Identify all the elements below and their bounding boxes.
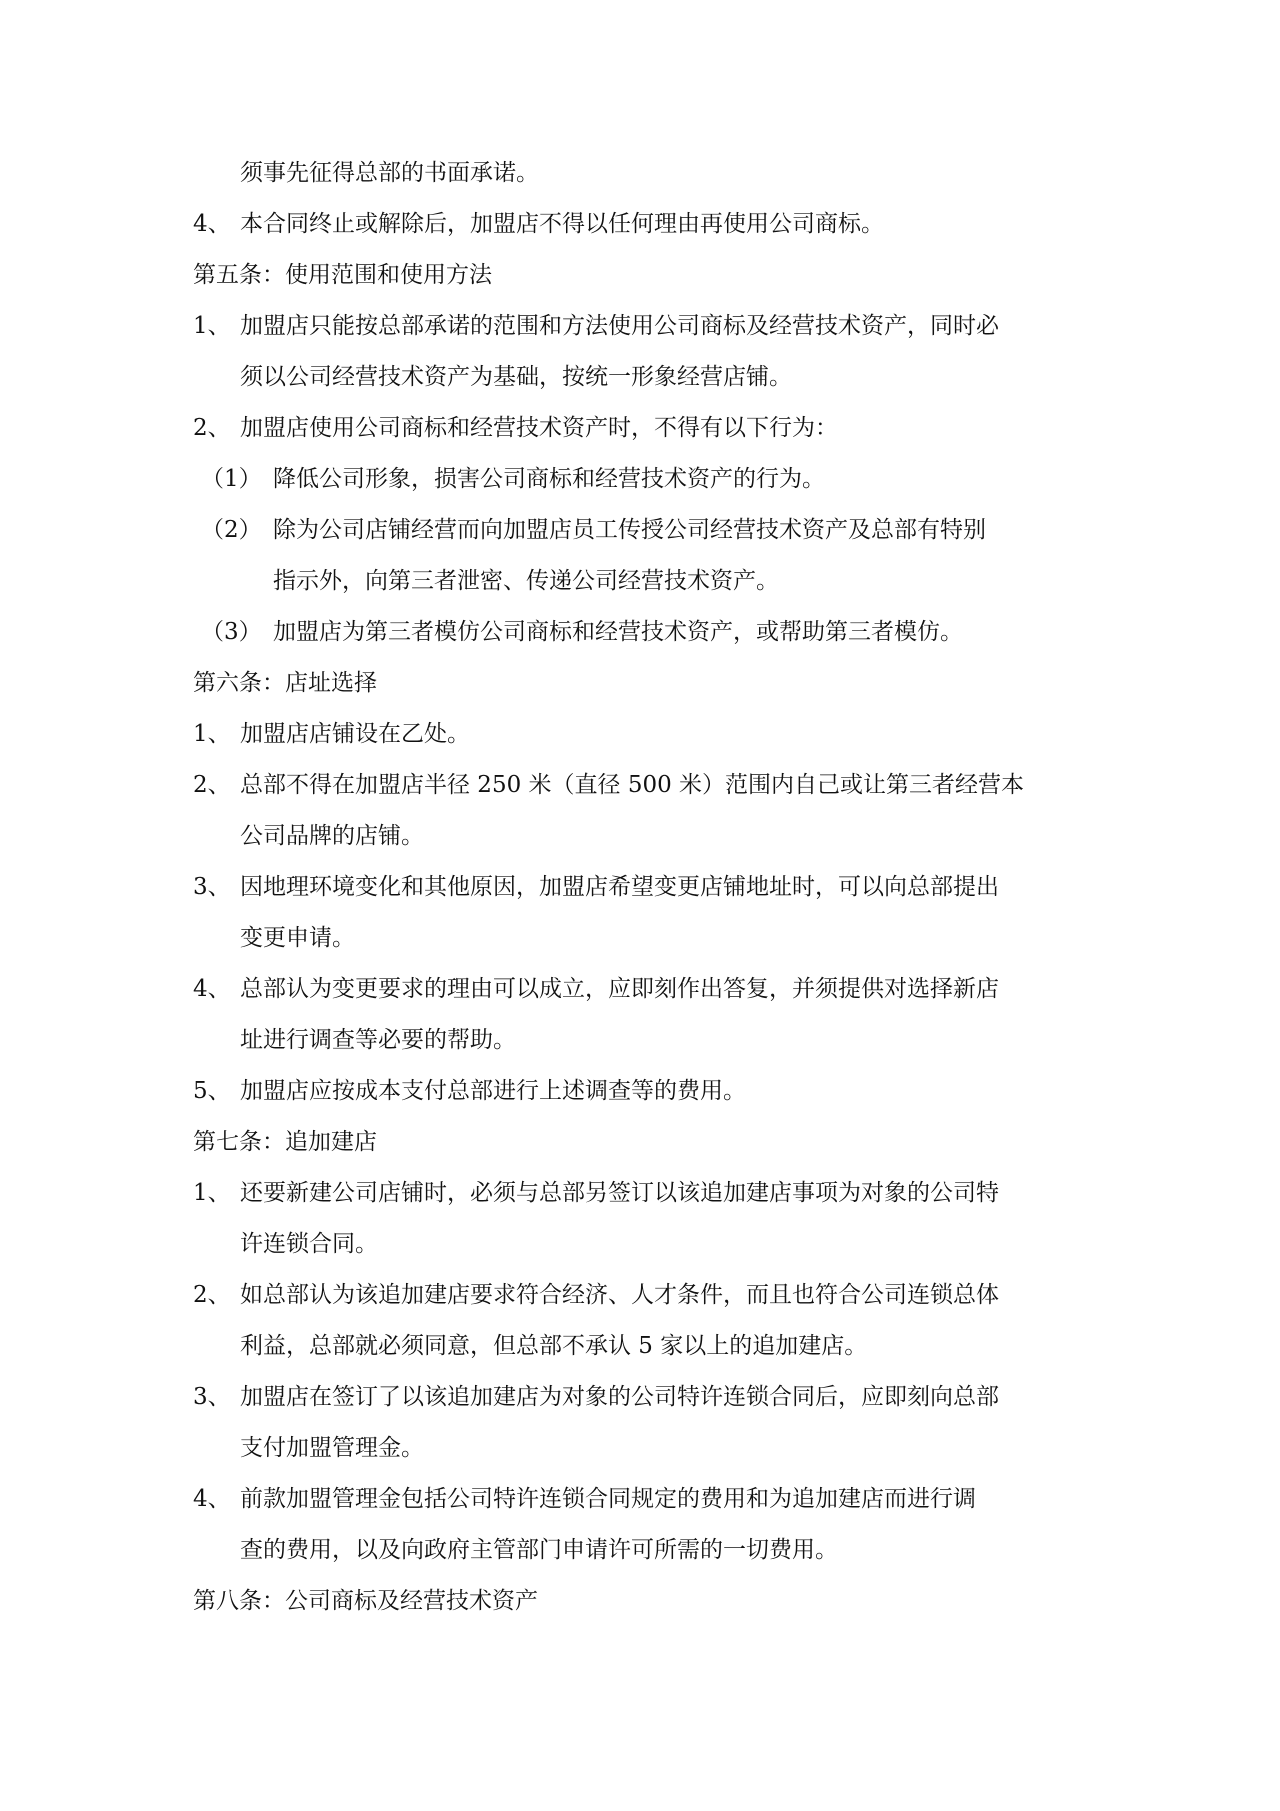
sub-list-item: [193, 512, 1093, 563]
continuation-line: [193, 1022, 1093, 1073]
item-text: 总部不得在加盟店半径 250 米（直径 500 米）范围内自己或让第三者经营本: [240, 772, 1025, 798]
sub-item-text: 除为公司店铺经营而向加盟店员工传授公司经营技术资产及总部有特别: [273, 517, 986, 543]
sub-list-item: [193, 461, 1093, 512]
line-text: 支付加盟管理金。: [240, 1435, 424, 1461]
list-item: [193, 1379, 1093, 1430]
list-item: [193, 767, 1093, 818]
item-number: 1、: [193, 721, 231, 747]
list-item: [193, 1175, 1093, 1226]
item-text: 加盟店只能按总部承诺的范围和方法使用公司商标及经营技术资产，同时必: [240, 313, 999, 339]
item-number: 3、: [193, 874, 231, 900]
section-heading: [193, 257, 1093, 308]
item-number: 4、: [193, 1486, 231, 1512]
list-item: [193, 206, 1093, 257]
line-text: 许连锁合同。: [240, 1231, 378, 1257]
line-text: 公司品牌的店铺。: [240, 823, 424, 849]
continuation-line: [193, 1328, 1093, 1379]
item-number: 4、: [193, 211, 231, 237]
line-text: 指示外，向第三者泄密、传递公司经营技术资产。: [273, 568, 779, 594]
list-item: [193, 869, 1093, 920]
heading-text: 第五条：使用范围和使用方法: [193, 262, 492, 288]
item-number: 4、: [193, 976, 231, 1002]
line-text: 址进行调查等必要的帮助。: [240, 1027, 516, 1053]
continuation-line: [193, 920, 1093, 971]
item-number: 2、: [193, 415, 231, 441]
item-number: 1、: [193, 1180, 231, 1206]
item-text: 加盟店使用公司商标和经营技术资产时，不得有以下行为：: [240, 415, 838, 441]
item-text: 如总部认为该追加建店要求符合经济、人才条件，而且也符合公司连锁总体: [240, 1282, 999, 1308]
item-text: 前款加盟管理金包括公司特许连锁合同规定的费用和为追加建店而进行调: [240, 1486, 976, 1512]
continuation-line: [193, 155, 1093, 206]
sub-item-number: （1）: [201, 466, 262, 492]
list-item: [193, 971, 1093, 1022]
document-body: [193, 155, 1093, 1634]
heading-text: 第六条：店址选择: [193, 670, 377, 696]
list-item: [193, 308, 1093, 359]
item-number: 3、: [193, 1384, 231, 1410]
heading-text: 第七条：追加建店: [193, 1129, 377, 1155]
item-text: 加盟店在签订了以该追加建店为对象的公司特许连锁合同后，应即刻向总部: [240, 1384, 999, 1410]
item-text: 本合同终止或解除后，加盟店不得以任何理由再使用公司商标。: [240, 211, 884, 237]
sub-item-text: 加盟店为第三者模仿公司商标和经营技术资产，或帮助第三者模仿。: [273, 619, 963, 645]
sub-list-item: [193, 614, 1093, 665]
continuation-line: [193, 1226, 1093, 1277]
sub-continuation-line: [193, 563, 1093, 614]
item-text: 因地理环境变化和其他原因，加盟店希望变更店铺地址时，可以向总部提出: [240, 874, 999, 900]
item-text: 还要新建公司店铺时，必须与总部另签订以该追加建店事项为对象的公司特: [240, 1180, 999, 1206]
item-text: 加盟店应按成本支付总部进行上述调查等的费用。: [240, 1078, 746, 1104]
item-number: 2、: [193, 772, 231, 798]
continuation-line: [193, 1532, 1093, 1583]
sub-item-number: （2）: [201, 517, 262, 543]
section-heading: [193, 1583, 1093, 1634]
list-item: [193, 1277, 1093, 1328]
line-text: 须事先征得总部的书面承诺。: [240, 160, 539, 186]
list-item: [193, 1481, 1093, 1532]
item-number: 1、: [193, 313, 231, 339]
line-text: 利益，总部就必须同意，但总部不承认 5 家以上的追加建店。: [240, 1333, 868, 1359]
item-text: 加盟店店铺设在乙处。: [240, 721, 470, 747]
continuation-line: [193, 1430, 1093, 1481]
continuation-line: [193, 818, 1093, 869]
list-item: [193, 410, 1093, 461]
section-heading: [193, 1124, 1093, 1175]
list-item: [193, 716, 1093, 767]
continuation-line: [193, 359, 1093, 410]
line-text: 查的费用，以及向政府主管部门申请许可所需的一切费用。: [240, 1537, 838, 1563]
line-text: 变更申请。: [240, 925, 355, 951]
sub-item-number: （3）: [201, 619, 262, 645]
line-text: 须以公司经营技术资产为基础，按统一形象经营店铺。: [240, 364, 792, 390]
item-number: 5、: [193, 1078, 231, 1104]
section-heading: [193, 665, 1093, 716]
item-text: 总部认为变更要求的理由可以成立，应即刻作出答复，并须提供对选择新店: [240, 976, 999, 1002]
list-item: [193, 1073, 1093, 1124]
item-number: 2、: [193, 1282, 231, 1308]
sub-item-text: 降低公司形象，损害公司商标和经营技术资产的行为。: [273, 466, 825, 492]
heading-text: 第八条：公司商标及经营技术资产: [193, 1588, 538, 1614]
